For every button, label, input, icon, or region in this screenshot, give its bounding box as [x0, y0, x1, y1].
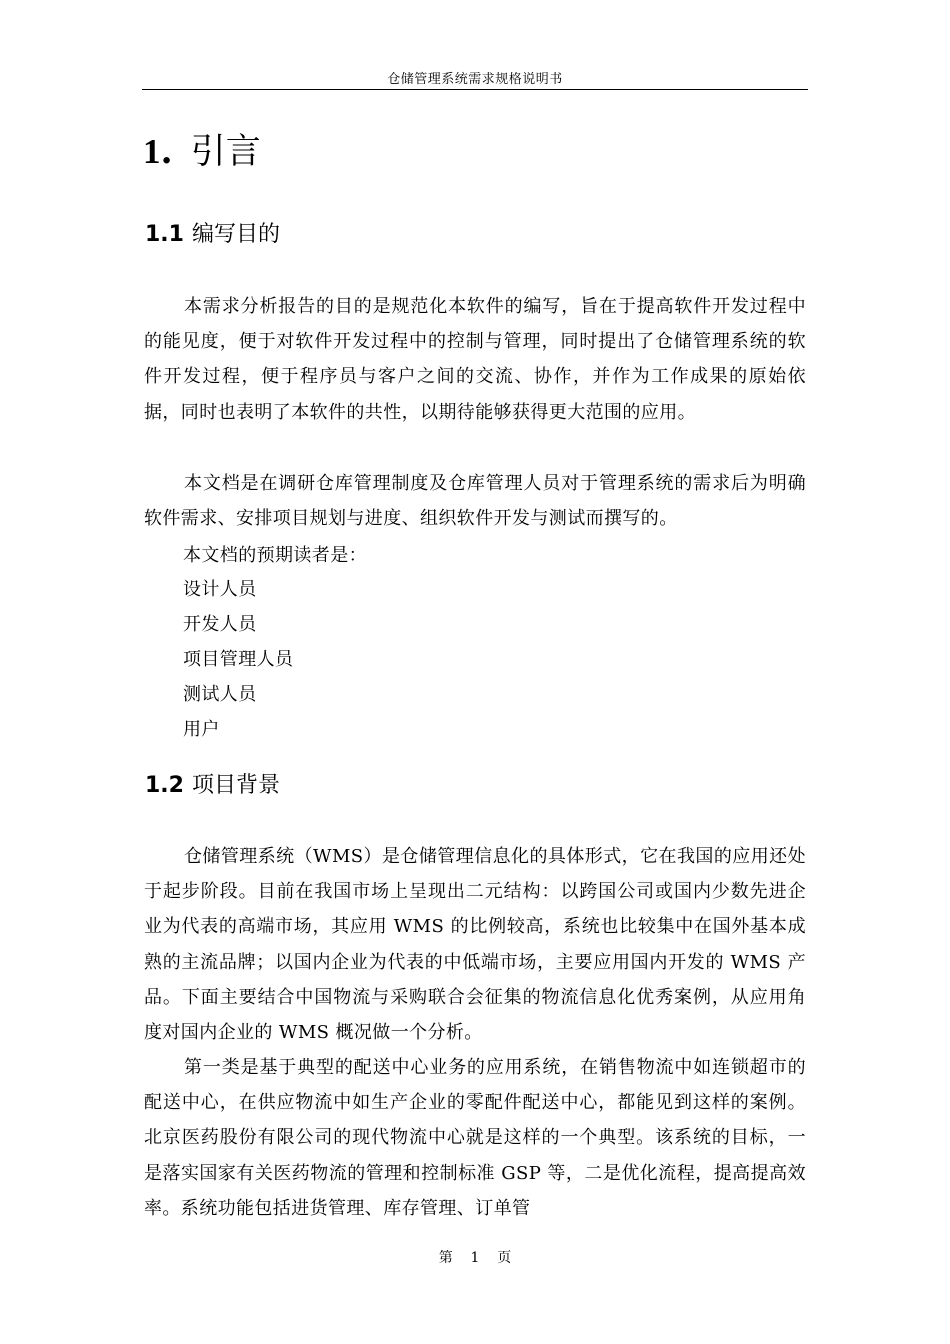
- section-1-1-number: 1.1: [145, 222, 184, 247]
- readers-intro: 本文档的预期读者是：: [183, 545, 367, 566]
- section-1-heading: [143, 130, 261, 174]
- section-1-1-heading: [145, 220, 280, 250]
- section-1-number: 1: [143, 132, 161, 171]
- section-1-2-title: 项目背景: [191, 773, 280, 798]
- reader-item-developers: 开发人员: [183, 614, 257, 635]
- section-1-title: 引言: [190, 132, 261, 172]
- page-number-footer: 第 1 页: [438, 1250, 512, 1266]
- section-1-2-heading: [145, 771, 280, 801]
- reader-item-project-managers: 项目管理人员: [183, 649, 294, 670]
- section-1-2-number: 1.2: [145, 773, 184, 798]
- section-1-1-title: 编写目的: [191, 222, 280, 247]
- reader-item-users: 用户: [183, 719, 220, 740]
- purpose-paragraph-1: 本需求分析报告的目的是规范化本软件的编写，旨在于提高软件开发过程中的能见度，便于对软件开发过程中的控制与管理，同时提出了仓储管理系统的软件开发过程，便于程序员与客户之间的交流、协作，并作为工作成果的原始依据，同时也表明了本软件的共性，以期待能够获得更大范围的应用。: [144, 296, 806, 423]
- background-paragraph-2: 第一类是基于典型的配送中心业务的应用系统，在销售物流中如连锁超市的配送中心，在供应物流中如生产企业的零配件配送中心，都能见到这样的案例。北京医药股份有限公司的现代物流中心就是这样的一个典型。该系统的目标，一是落实国家有关医药物流的管理和控制标准 GSP 等，二是优化流程，提高提高效率。系统功能包括进货管理、库存管理、订单管: [144, 1057, 806, 1219]
- reader-item-testers: 测试人员: [183, 684, 257, 705]
- purpose-paragraph-2: 本文档是在调研仓库管理制度及仓库管理人员对于管理系统的需求后为明确软件需求、安排项目规划与进度、组织软件开发与测试而撰写的。: [144, 473, 806, 530]
- header-divider: [142, 89, 808, 90]
- section-1-dot: .: [160, 131, 173, 172]
- page-header-title: 仓储管理系统需求规格说明书: [387, 72, 563, 87]
- reader-item-designers: 设计人员: [183, 579, 257, 600]
- background-paragraph-1: 仓储管理系统（WMS）是仓储管理信息化的具体形式，它在我国的应用还处于起步阶段。目前在我国市场上呈现出二元结构：以跨国公司或国内少数先进企业为代表的高端市场，其应用 WMS 的比例较高，系统也比较集中在国外基本成熟的主流品牌；以国内企业为代表的中低端市场，主要应用国内开发的 WMS 产品。下面主要结合中国物流与采购联合会征集的物流信息化优秀案例，从应用角度对国内企业的 WMS 概况做一个分析。: [144, 846, 806, 1044]
